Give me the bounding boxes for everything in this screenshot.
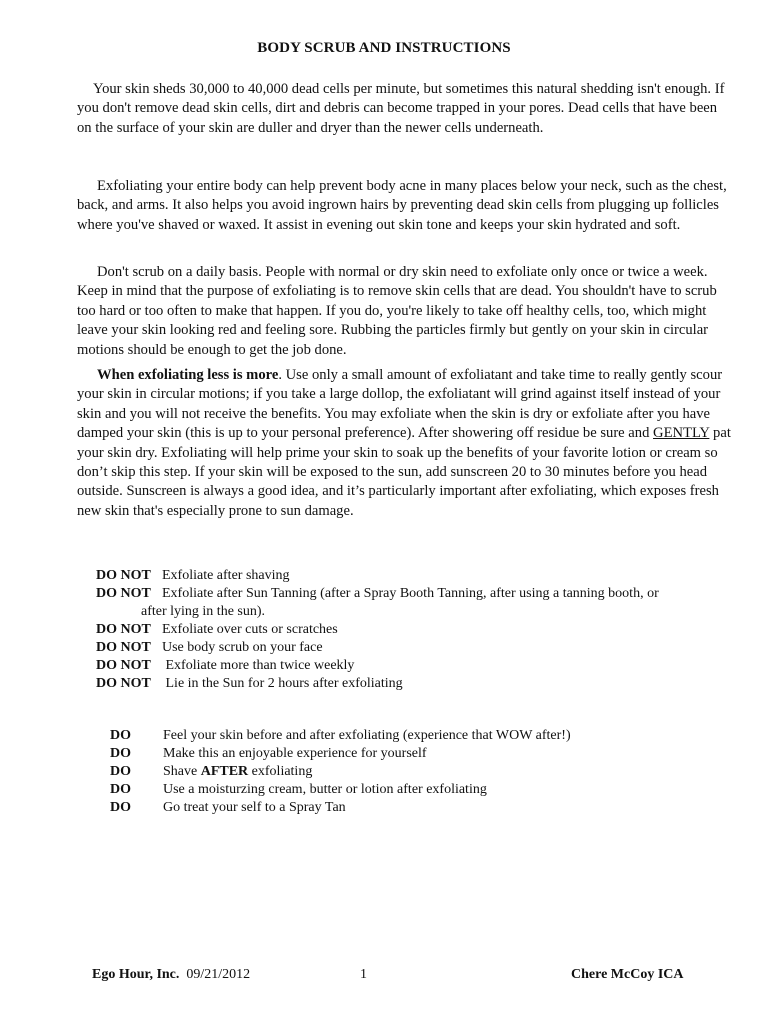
footer-company: Ego Hour, Inc. <box>92 967 180 982</box>
footer-left <box>92 967 250 983</box>
do-not-item <box>96 657 716 675</box>
do-list <box>110 727 710 817</box>
do-label: DO <box>110 782 131 797</box>
do-not-label: DO NOT <box>96 568 151 583</box>
do-not-text: Exfoliate over cuts or scratches <box>162 622 338 637</box>
do-label: DO <box>110 764 131 779</box>
do-not-text: Exfoliate after shaving <box>162 568 290 583</box>
footer-author: Chere McCoy ICA <box>571 967 684 982</box>
do-not-label: DO NOT <box>96 622 151 637</box>
do-item <box>110 745 710 763</box>
do-not-label: DO NOT <box>96 586 151 601</box>
do-not-item <box>96 675 716 693</box>
do-text-post: exfoliating <box>248 764 313 779</box>
do-not-text: Lie in the Sun for 2 hours after exfoliating <box>162 676 403 691</box>
do-not-label: DO NOT <box>96 658 151 673</box>
do-not-item <box>96 621 716 639</box>
paragraph-3: Don't scrub on a daily basis. People with normal or dry skin need to exfoliate only once or twice a week. Keep in mind that the purpose of exfoliating is to remove skin cells that are dead. You shouldn't have to scrub too hard or too often to make that happen. If you do, you're likely to take off healthy cells, too, which might leave your skin looking red and feeling sore. Rubbing the particles firmly but gently on your skin in circular motions should be enough to get the job done. <box>77 264 717 358</box>
do-not-list <box>96 567 716 693</box>
do-text-bold: AFTER <box>200 764 249 779</box>
do-not-label: DO NOT <box>96 640 151 655</box>
footer-date: 09/21/2012 <box>186 967 251 982</box>
do-label: DO <box>110 728 131 743</box>
do-label: DO <box>110 800 131 815</box>
do-text: Shave <box>163 764 201 779</box>
do-text: Make this an enjoyable experience for yourself <box>163 746 427 761</box>
paragraph-4-text-b: pat your skin dry. Exfoliating will help prime your skin to soak up the benefits of your favorite lotion or cream so don’t skip this step. If your skin will be exposed to the sun, add sunscreen 20 to 30 minutes before you head outside. Sunscreen is always a good idea, and it’s particularly important after exfoliating, which exposes fresh new skin that's especially prone to sun damage. <box>77 425 731 519</box>
do-not-text: Exfoliate after Sun Tanning (after a Spray Booth Tanning, after using a tanning booth, or <box>162 586 659 601</box>
do-item <box>110 727 710 745</box>
do-text: Use a moisturzing cream, butter or lotion after exfoliating <box>163 782 487 797</box>
do-not-item <box>96 639 716 657</box>
paragraph-4 <box>77 366 733 521</box>
paragraph-4-bold-lead: When exfoliating less is more <box>97 367 279 383</box>
do-label: DO <box>110 746 131 761</box>
paragraph-4-underline: GENTLY <box>653 425 710 442</box>
do-item <box>110 763 710 781</box>
do-text: Feel your skin before and after exfoliating (experience that WOW after!) <box>163 728 571 743</box>
do-not-text-continued: after lying in the sun). <box>141 604 266 619</box>
do-not-item <box>96 567 716 585</box>
document-title: BODY SCRUB AND INSTRUCTIONS <box>257 40 511 56</box>
do-item <box>110 781 710 799</box>
paragraph-1: Your skin sheds 30,000 to 40,000 dead cells per minute, but sometimes this natural shedding isn't enough. If you don't remove dead skin cells, dirt and debris can become trapped in your pores. Dead cells that have been on the surface of your skin are duller and dryer than the newer cells underneath. <box>77 81 725 136</box>
do-not-text: Exfoliate more than twice weekly <box>162 658 355 673</box>
footer-page-number: 1 <box>360 967 367 982</box>
do-not-item <box>96 585 716 621</box>
do-not-text: Use body scrub on your face <box>162 640 323 655</box>
do-text: Go treat your self to a Spray Tan <box>163 800 346 815</box>
do-item <box>110 799 710 817</box>
do-not-label: DO NOT <box>96 676 151 691</box>
paragraph-2: Exfoliating your entire body can help prevent body acne in many places below your neck, such as the chest, back, and arms. It also helps you avoid ingrown hairs by preventing dead skin cells from plugging up follicles where you've shaved or waxed. It assist in evening out skin tone and keeps your skin hydrated and soft. <box>77 178 727 233</box>
paragraph-4-text-a: . Use only a small amount of exfoliatant and take time to really gently scour your skin in circular motions; if you take a large dollop, the exfoliatant will grind against itself instead of your skin and you will not receive the benefits. You may exfoliate when the skin is dry or exfoliate after you have damped your skin (this is up to your personal preference). After showering off residue be sure and <box>77 367 723 442</box>
